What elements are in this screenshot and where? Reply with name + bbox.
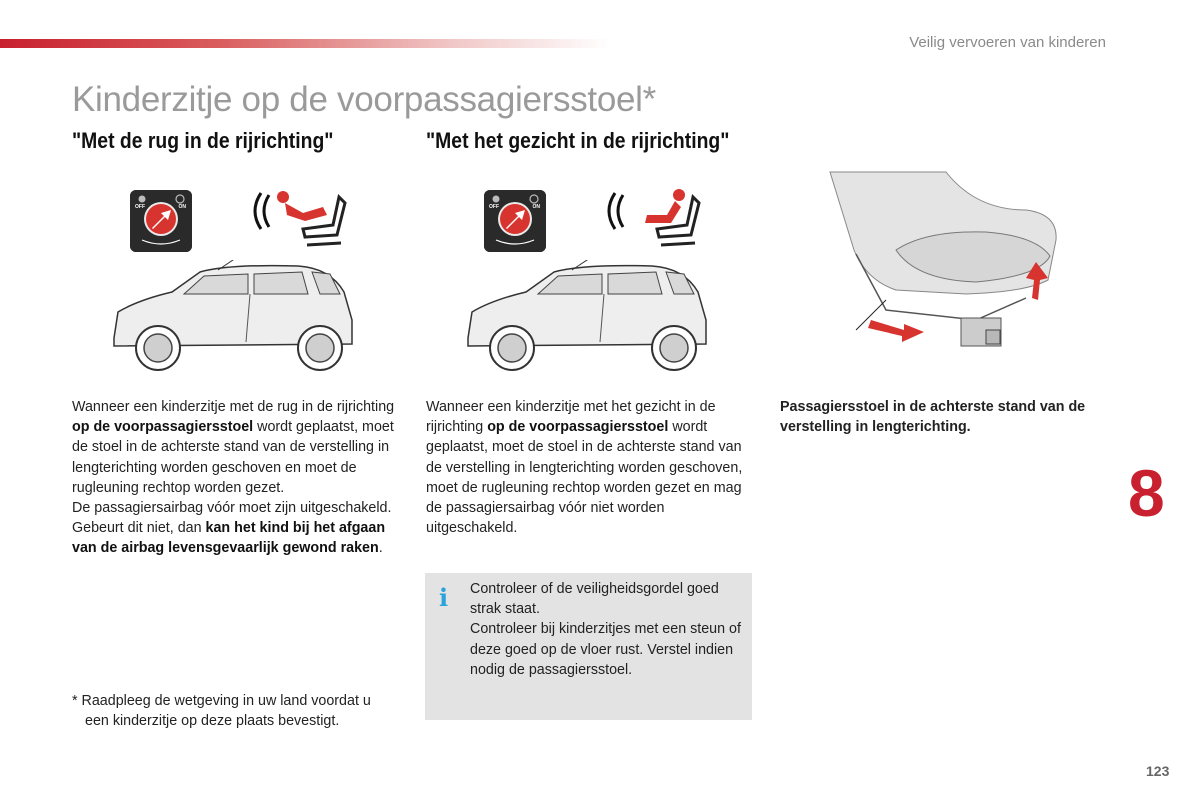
- rear-facing-figure: [72, 180, 402, 380]
- car-side-icon: [108, 260, 358, 380]
- page-title: Kinderzitje op de voorpassagiersstoel*: [72, 80, 656, 119]
- footnote: [72, 691, 402, 731]
- badge-off-label: OFF: [489, 204, 499, 210]
- rear-facing-para2-text: De passagiersairbag vóór moet zijn uitgeschakeld. Gebeurt dit niet, dan: [72, 500, 392, 537]
- rear-facing-para2-text2: .: [378, 540, 383, 557]
- seat-adjustment-illustration: [826, 170, 1066, 355]
- seat-position-caption: Passagiersstoel in de achterste stand van de verstelling in lengterichting.: [780, 399, 1086, 436]
- rear-facing-description: [72, 397, 402, 559]
- badge-on-label: ON: [532, 204, 540, 210]
- rear-facing-para1-text2: wordt geplaatst, moet de stoel in de achterste stand van de verstelling in lengterichting worden geschoven en moet de rugleuning rechtop worden gezet.: [72, 419, 394, 496]
- info-box: [425, 573, 752, 720]
- rear-facing-para1-text: Wanneer een kinderzitje met de rug in de rijrichting: [72, 399, 395, 415]
- forward-facing-para1-bold: op de voorpassagiersstoel: [487, 419, 669, 436]
- forward-facing-description: [426, 397, 756, 538]
- footnote-line1: * Raadpleeg de wetgeving in uw land voordat u: [72, 693, 371, 709]
- page-number: 123: [1146, 763, 1170, 779]
- rear-facing-child-seat-icon: [247, 185, 352, 250]
- rear-facing-para1-bold: op de voorpassagiersstoel: [72, 419, 254, 436]
- info-icon: i: [439, 583, 449, 612]
- car-side-icon: [462, 260, 712, 380]
- airbag-warning-badge-icon: [130, 190, 192, 252]
- footnote-line2: een kinderzitje op deze plaats bevestigt.: [85, 713, 340, 730]
- forward-facing-heading: "Met het gezicht in de rijrichting": [426, 128, 730, 153]
- rear-facing-para2-bold: kan het kind bij het afgaan van de airbag levensgevaarlijk gewond raken: [72, 520, 386, 557]
- info-text-line2: Controleer bij kinderzitjes met een steun of deze goed op de vloer rust. Verstel indien nodig de passagiersstoel.: [470, 621, 741, 678]
- section-title: Veilig vervoeren van kinderen: [909, 34, 1106, 51]
- forward-facing-para1-text: Wanneer een kinderzitje met het gezicht in de rijrichting: [426, 399, 716, 436]
- info-text: [470, 579, 745, 680]
- header-accent-bar: [0, 39, 610, 48]
- badge-on-label: ON: [178, 204, 186, 210]
- forward-facing-para1-text2: wordt geplaatst, moet de stoel in de achterste stand van de verstelling in lengterichting worden geschoven, moet de rugleuning rechtop worden gezet en mag de passagiersairbag vóór niet worden uitgeschakeld.: [426, 419, 743, 537]
- forward-facing-figure: [426, 180, 756, 380]
- badge-off-label: OFF: [135, 204, 145, 210]
- chapter-number: 8: [1128, 456, 1165, 530]
- info-text-line1: Controleer of de veiligheidsgordel goed strak staat.: [470, 581, 719, 618]
- forward-facing-child-seat-icon: [601, 185, 706, 250]
- rear-facing-heading: "Met de rug in de rijrichting": [72, 128, 334, 153]
- airbag-warning-badge-icon: [484, 190, 546, 252]
